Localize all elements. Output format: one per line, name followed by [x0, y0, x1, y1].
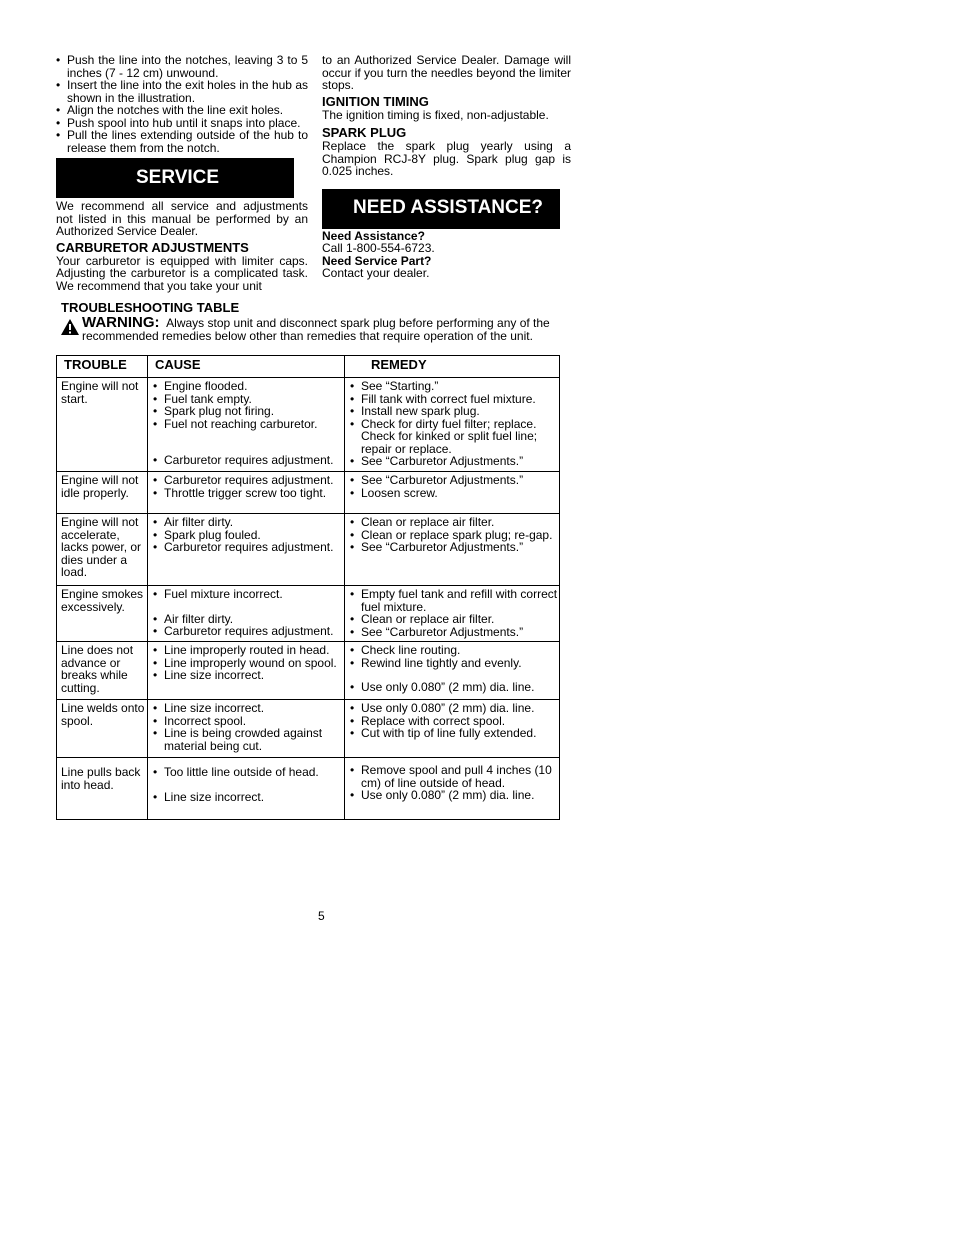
table-row: [57, 378, 560, 472]
service-banner: [56, 158, 294, 198]
list-item: • Fuel tank empty.: [152, 393, 344, 406]
remedy-cell: [345, 758, 560, 820]
ignition-heading: IGNITION TIMING: [322, 93, 429, 109]
warning-triangle-icon: [60, 318, 80, 339]
list-item: • Fill tank with correct fuel mixture.: [349, 393, 559, 406]
cause-cell: [148, 586, 345, 642]
list-item: • Use only 0.080” (2 mm) dia. line.: [349, 789, 559, 802]
page-number: 5: [318, 909, 325, 923]
troubleshooting-title: TROUBLESHOOTING TABLE: [61, 300, 240, 315]
troubleshooting-table: [56, 355, 560, 820]
remedy-cell: [345, 378, 560, 472]
remedy-cell: [345, 586, 560, 642]
trouble-header: TROUBLE: [57, 356, 148, 378]
ignition-text: The ignition timing is fixed, non-adjustable.: [322, 107, 549, 122]
list-item: • Carburetor requires adjustment.: [152, 454, 344, 467]
list-item: • Cut with tip of line fully extended.: [349, 727, 559, 740]
list-item: • Clean or replace air filter.: [349, 613, 559, 626]
list-item: • Line is being crowded against material being cut.: [152, 727, 344, 752]
trouble-cell: Line welds onto spool.: [57, 700, 148, 758]
trouble-cell: Line pulls back into head.: [57, 758, 148, 820]
warning-text-line2: recommended remedies below other than remedies that require operation of the unit.: [82, 329, 533, 343]
table-row: [57, 700, 560, 758]
spool-instructions: [56, 54, 308, 154]
list-item: • Clean or replace air filter.: [349, 516, 559, 529]
list-item: • Line size incorrect.: [152, 791, 344, 804]
list-item: • Throttle trigger screw too tight.: [152, 487, 344, 500]
list-item: • Align the notches with the line exit holes.: [56, 104, 308, 117]
list-item: • Air filter dirty.: [152, 613, 344, 626]
list-item: • Carburetor requires adjustment.: [152, 541, 344, 554]
list-item: • Line size incorrect.: [152, 669, 344, 682]
list-item: • Check line routing.: [349, 644, 559, 657]
remedy-cell: [345, 642, 560, 700]
spark-plug-text: Replace the spark plug yearly using a Champion RCJ-8Y plug. Spark plug gap is 0.025 inches.: [322, 139, 571, 178]
list-item: • Loosen screw.: [349, 487, 559, 500]
list-item: • Engine flooded.: [152, 380, 344, 393]
carburetor-heading: CARBURETOR ADJUSTMENTS: [56, 239, 249, 255]
list-item: • Line improperly wound on spool.: [152, 657, 344, 670]
list-item: • See “Starting.”: [349, 380, 559, 393]
remedy-cell: [345, 472, 560, 514]
list-item: • Install new spark plug.: [349, 405, 559, 418]
service-banner-label: SERVICE: [136, 166, 220, 188]
trouble-cell: Engine will not start.: [57, 378, 148, 472]
list-item: • Spark plug not firing.: [152, 405, 344, 418]
list-item: • Use only 0.080” (2 mm) dia. line.: [349, 702, 559, 715]
cause-cell: [148, 642, 345, 700]
table-row: [57, 642, 560, 700]
list-item: • See “Carburetor Adjustments.”: [349, 474, 559, 487]
warning-label: WARNING:: [82, 314, 160, 331]
list-item: • Spark plug fouled.: [152, 529, 344, 542]
list-item: • Empty fuel tank and refill with correct fuel mixture.: [349, 588, 559, 613]
cause-cell: [148, 514, 345, 586]
trouble-cell: Engine will not idle properly.: [57, 472, 148, 514]
service-part-question: Need Service Part?: [322, 253, 432, 268]
table-row: [57, 514, 560, 586]
cause-header: CAUSE: [148, 356, 345, 378]
list-item: • Carburetor requires adjustment.: [152, 625, 344, 638]
list-item: • Air filter dirty.: [152, 516, 344, 529]
carburetor-text-continued: to an Authorized Service Dealer. Damage will occur if you turn the needles beyond the limiter stops.: [322, 53, 571, 92]
table-row: [57, 472, 560, 514]
table-row: [57, 586, 560, 642]
cause-cell: [148, 472, 345, 514]
list-item: • Carburetor requires adjustment.: [152, 474, 344, 487]
need-assistance-banner-label: NEED ASSISTANCE?: [353, 197, 544, 219]
remedy-cell: [345, 700, 560, 758]
list-item: • Incorrect spool.: [152, 715, 344, 728]
warning-block: [60, 316, 562, 343]
service-part-answer: Contact your dealer.: [322, 266, 430, 280]
assistance-phone: Call 1-800-554-6723.: [322, 241, 435, 255]
table-row: [57, 758, 560, 820]
cause-cell: [148, 700, 345, 758]
list-item: • Use only 0.080” (2 mm) dia. line.: [349, 681, 559, 694]
trouble-cell: Line does not advance or breaks while cutting.: [57, 642, 148, 700]
list-item: • Check for dirty fuel filter; replace. Check for kinked or split fuel line; repair or replace.: [349, 418, 559, 456]
spark-plug-heading: SPARK PLUG: [322, 125, 407, 140]
left-column: [56, 54, 308, 292]
trouble-cell: Engine smokes excessively.: [57, 586, 148, 642]
warning-text-line1: Always stop unit and disconnect spark plug before performing any of the: [166, 316, 550, 330]
list-item: • Too little line outside of head.: [152, 766, 344, 779]
table-header-row: [57, 356, 560, 378]
remedy-header: REMEDY: [345, 356, 560, 378]
cause-cell: [148, 758, 345, 820]
assistance-question: Need Assistance?: [322, 228, 425, 243]
remedy-cell: [345, 514, 560, 586]
list-item: • Remove spool and pull 4 inches (10 cm) of line outside of head.: [349, 764, 559, 789]
list-item: • Line improperly routed in head.: [152, 644, 344, 657]
list-item: • Pull the lines extending outside of the hub to release them from the notch.: [56, 129, 308, 154]
list-item: • See “Carburetor Adjustments.”: [349, 626, 559, 639]
list-item: • Rewind line tightly and evenly.: [349, 657, 559, 670]
list-item: • Fuel mixture incorrect.: [152, 588, 344, 601]
list-item: • Fuel not reaching carburetor.: [152, 418, 344, 431]
list-item: • Replace with correct spool.: [349, 715, 559, 728]
cause-cell: [148, 378, 345, 472]
need-assistance-banner: [322, 189, 560, 229]
list-item: • Push spool into hub until it snaps into place.: [56, 117, 308, 130]
carburetor-text: Your carburetor is equipped with limiter caps. Adjusting the carburetor is a complicated task. We recommend that you take your unit: [56, 253, 308, 293]
trouble-cell: Engine will not accelerate, lacks power, or dies under a load.: [57, 514, 148, 586]
list-item: • Clean or replace spark plug; re-gap.: [349, 529, 559, 542]
list-item: • See “Carburetor Adjustments.”: [349, 455, 559, 468]
list-item: • Line size incorrect.: [152, 702, 344, 715]
list-item: • See “Carburetor Adjustments.”: [349, 541, 559, 554]
list-item: • Insert the line into the exit holes in the hub as shown in the illustration.: [56, 79, 308, 104]
service-intro: We recommend all service and adjustments not listed in this manual be performed by an Authorized Service Dealer.: [56, 199, 308, 238]
list-item: • Push the line into the notches, leaving 3 to 5 inches (7 - 12 cm) unwound.: [56, 54, 308, 79]
right-column: [322, 54, 571, 280]
